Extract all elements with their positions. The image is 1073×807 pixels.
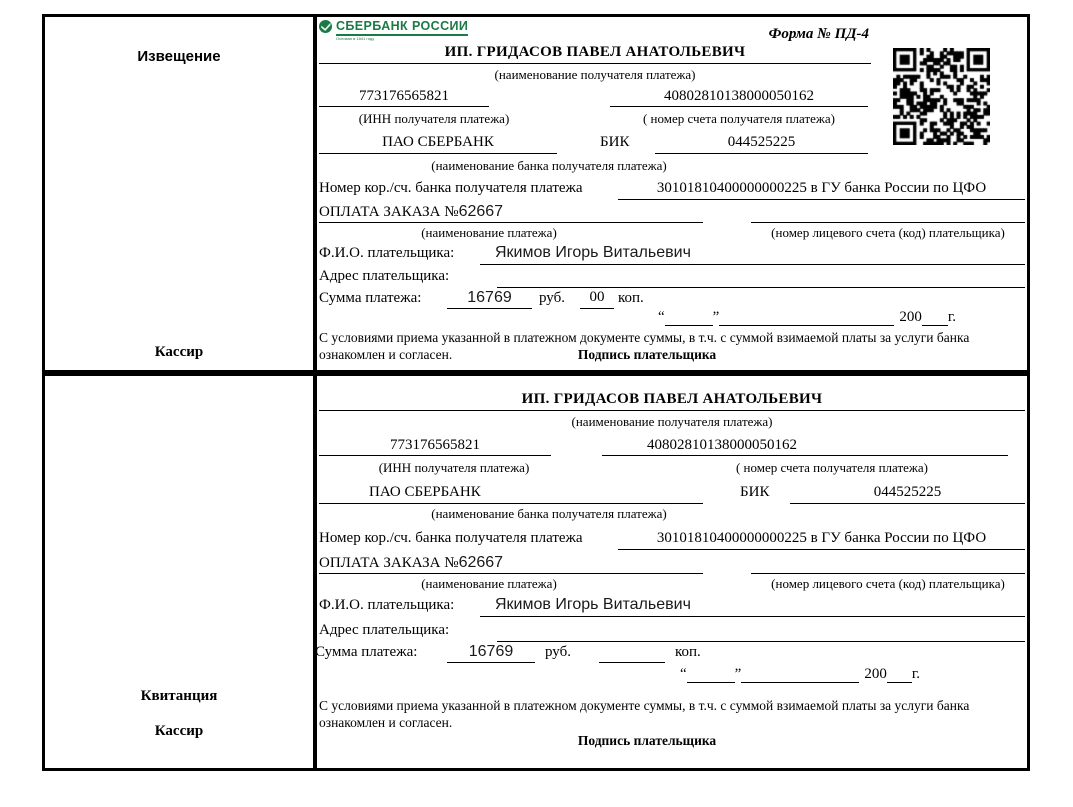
bik-label: БИК	[600, 134, 630, 150]
year-blank	[887, 667, 912, 683]
payee-name-caption: (наименование получателя платежа)	[494, 67, 696, 82]
month-blank	[719, 310, 894, 326]
year-suffix: г.	[911, 666, 921, 682]
quote-open: “	[658, 309, 665, 325]
sberbank-logo-icon	[319, 20, 332, 33]
year-suffix: г.	[947, 309, 957, 325]
purpose-label: ОПЛАТА ЗАКАЗА №	[319, 555, 459, 571]
bank-name-underline	[319, 503, 703, 504]
qr-code	[893, 48, 990, 145]
corr-account-label: Номер кор./сч. банка получателя платежа	[319, 180, 583, 196]
notice-section	[42, 14, 1030, 373]
kop-label: коп.	[675, 644, 701, 660]
quote-open: “	[680, 666, 687, 682]
amount-label: Сумма платежа:	[315, 644, 418, 660]
corr-account-value: 30101810400000000225 в ГУ банка России по ЦФО	[618, 180, 1025, 200]
notice-form	[317, 17, 1027, 370]
payer-name-value: Якимов Игорь Витальевич	[495, 244, 691, 261]
amount-label: Сумма платежа:	[319, 290, 422, 306]
terms-line1: С условиями приема указанной в платежном документе суммы, в т.ч. с суммой взимаемой платы за услуги банка	[319, 330, 970, 345]
sberbank-logo	[319, 20, 468, 41]
notice-stub	[45, 17, 313, 370]
payee-inn: 773176565821	[319, 88, 489, 107]
amount-kop-value: 00	[580, 289, 614, 309]
amount-rub-value: 16769	[447, 643, 535, 663]
month-blank	[741, 667, 859, 683]
receipt-stub-title: Квитанция	[140, 688, 218, 704]
receipt-cashier-label: Кассир	[154, 723, 204, 739]
day-blank	[665, 310, 713, 326]
terms-line2: ознакомлен и согласен.	[319, 715, 453, 730]
purpose-value: 62667	[458, 203, 504, 220]
payee-account-caption: ( номер счета получателя платежа)	[642, 111, 836, 126]
signature-label: Подпись плательщика	[577, 347, 717, 362]
payer-name-underline	[480, 616, 1025, 617]
notice-cashier-label: Кассир	[154, 344, 204, 360]
receipt-stub	[45, 376, 313, 768]
bank-name-caption: (наименование банка получателя платежа)	[431, 158, 667, 173]
corr-account-value: 30101810400000000225 в ГУ банка России по ЦФО	[618, 530, 1025, 550]
form-number-label: Форма № ПД-4	[768, 26, 869, 42]
kop-label: коп.	[618, 290, 644, 306]
rub-label: руб.	[539, 290, 565, 306]
notice-stub-title: Извещение	[137, 48, 221, 65]
payee-bank-name: ПАО СБЕРБАНК	[319, 134, 557, 154]
payer-name-label: Ф.И.О. плательщика:	[319, 245, 455, 261]
amount-kop-underline	[599, 662, 665, 663]
purpose-row	[319, 203, 503, 221]
payee-account-underline	[602, 455, 1008, 456]
payer-name-value: Якимов Игорь Витальевич	[495, 596, 691, 613]
purpose-row	[319, 554, 503, 572]
quote-close: ”	[712, 309, 720, 325]
payer-address-label: Адрес плательщика:	[319, 622, 450, 638]
payee-name: ИП. ГРИДАСОВ ПАВЕЛ АНАТОЛЬЕВИЧ	[319, 44, 871, 64]
payer-address-underline	[497, 287, 1025, 288]
purpose-caption: (наименование платежа)	[421, 576, 557, 591]
payee-inn-caption: (ИНН получателя платежа)	[378, 460, 530, 475]
payee-name: ИП. ГРИДАСОВ ПАВЕЛ АНАТОЛЬЕВИЧ	[319, 391, 1025, 411]
payee-account-caption: ( номер счета получателя платежа)	[735, 460, 929, 475]
date-line	[680, 666, 920, 683]
corr-account-label: Номер кор./сч. банка получателя платежа	[319, 530, 583, 546]
bik-value: 044525225	[790, 484, 1025, 504]
payee-name-caption: (наименование получателя платежа)	[571, 414, 773, 429]
receipt-section	[42, 373, 1030, 771]
bik-value: 044525225	[655, 134, 868, 154]
rub-label: руб.	[545, 644, 571, 660]
bank-name-caption: (наименование банка получателя платежа)	[431, 506, 667, 521]
terms-line1: С условиями приема указанной в платежном документе суммы, в т.ч. с суммой взимаемой платы за услуги банка	[319, 698, 970, 713]
payee-account: 40802810138000050162	[610, 88, 868, 107]
payee-inn: 773176565821	[319, 437, 551, 456]
payer-address-underline	[497, 641, 1025, 642]
bik-label: БИК	[740, 484, 770, 500]
day-blank	[687, 667, 735, 683]
payer-address-label: Адрес плательщика:	[319, 268, 450, 284]
quote-close: ”	[734, 666, 742, 682]
amount-rub-value: 16769	[447, 289, 532, 309]
payee-bank-name: ПАО СБЕРБАНК	[369, 484, 481, 500]
payee-inn-caption: (ИНН получателя платежа)	[358, 111, 510, 126]
personal-account-underline	[751, 222, 1025, 223]
purpose-underline	[319, 573, 703, 574]
sberbank-logo-tagline: Основан в 1841 году	[336, 36, 375, 41]
year-prefix: 200	[899, 309, 922, 325]
payee-account: 40802810138000050162	[647, 437, 797, 453]
payer-name-label: Ф.И.О. плательщика:	[319, 597, 455, 613]
personal-account-caption: (номер лицевого счета (код) плательщика)	[771, 225, 1005, 240]
year-prefix: 200	[864, 666, 887, 682]
purpose-label: ОПЛАТА ЗАКАЗА №	[319, 204, 459, 220]
sberbank-logo-text: СБЕРБАНК РОССИИ	[336, 20, 468, 36]
terms-line2: ознакомлен и согласен.	[319, 347, 453, 362]
payer-name-underline	[480, 264, 1025, 265]
purpose-underline	[319, 222, 703, 223]
date-line	[658, 309, 956, 326]
personal-account-underline	[751, 573, 1025, 574]
purpose-value: 62667	[458, 554, 504, 571]
purpose-caption: (наименование платежа)	[421, 225, 557, 240]
personal-account-caption: (номер лицевого счета (код) плательщика)	[771, 576, 1005, 591]
receipt-form	[317, 376, 1027, 768]
signature-label: Подпись плательщика	[577, 733, 717, 748]
year-blank	[922, 310, 948, 326]
